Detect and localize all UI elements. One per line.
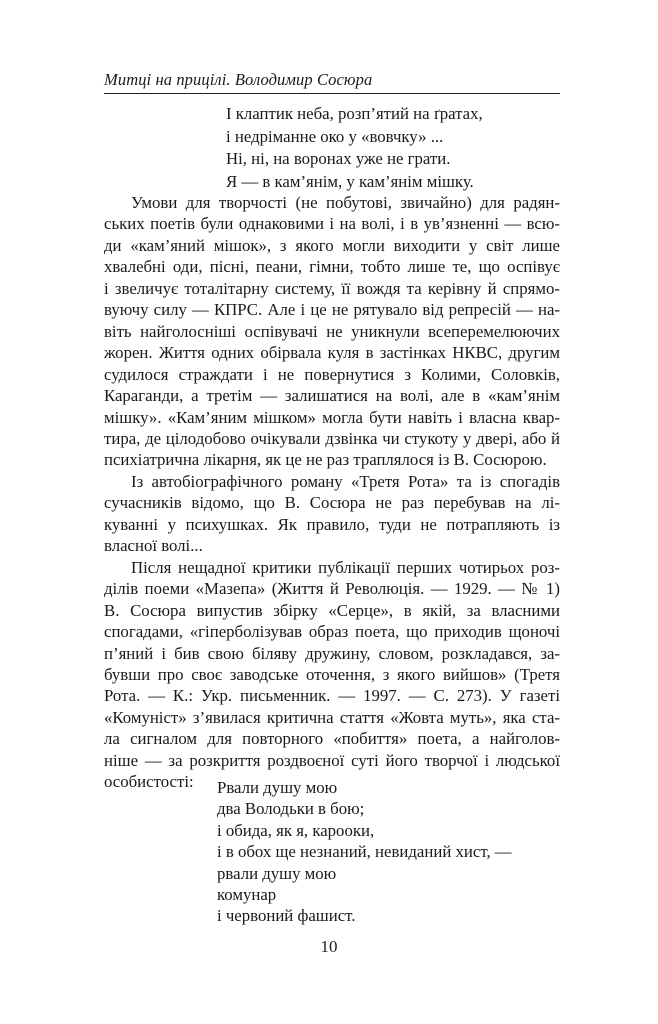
text-line: спогадами, «гіперболізував образ поета, що приходив щоночі — [104, 622, 560, 642]
body-text — [104, 192, 560, 793]
text-line: Караганди, а третім — залишатися на волі, але в «кам’янім — [104, 386, 560, 406]
text-line: Рота. — К.: Укр. письменник. — 1997. — С. 273). У газеті — [104, 686, 560, 706]
text-line: Із автобіографічного роману «Третя Рота» та із спогадів — [131, 471, 560, 491]
text-line: особистості: — [104, 772, 194, 792]
text-line: мішку». «Кам’яним мішком» могла бути навіть і власна квар- — [104, 407, 560, 427]
text-line: ділів поеми «Мазепа» (Життя й Революція. — 1929. — № 1) — [104, 579, 560, 599]
verse-line: і червоний фашист. — [217, 906, 356, 926]
text-line: психіатрична лікарня, як це не раз траплялося із В. Сосюрою. — [104, 450, 547, 470]
verse-line: два Володьки в бою; — [217, 799, 365, 819]
text-line: ла сигналом для повторного «побиття» поета, а найголов- — [104, 729, 560, 749]
text-line: хвалебні оди, пісні, пеани, гімни, тобто лише те, що оспівує — [104, 257, 560, 277]
verse-epigraph — [226, 103, 483, 193]
text-line: бувши про своє заводське оточення, з якого вийшов» (Третя — [104, 664, 560, 684]
verse-line: Рвали душу мою — [217, 778, 338, 797]
page-number: 10 — [320, 937, 338, 956]
text-line: сучасників відомо, що В. Сосюра не раз перебував на лі- — [104, 493, 560, 513]
verse-line: і в обох ще незнаний, невиданий хист, — — [217, 842, 512, 862]
text-line: жорен. Життя одних обірвала куля в застінках НКВС, другим — [104, 343, 560, 363]
verse-line: і недріманне око у «вовчку» ... — [226, 126, 444, 146]
verse-line: комунар — [217, 885, 277, 905]
text-line: власної волі... — [104, 536, 203, 556]
text-line: віть найголосніші оспівувачі не уникнули всеперемелюючих — [104, 321, 560, 341]
running-header: Митці на прицілі. Володимир Сосюра — [104, 70, 373, 89]
text-line: ських поетів були однаковими і на волі, і в ув’язненні — всю- — [104, 214, 560, 234]
text-line: вуючу силу — КПРС. Але і це не рятувало від репресій — на- — [104, 300, 560, 320]
text-line: В. Сосюра випустив збірку «Серце», в якій, за власними — [104, 600, 560, 620]
text-line: Умови для творчості (не побутові, звичайно) для радян- — [131, 193, 560, 212]
text-line: п’яний і бив свою біляву дружину, словом, розкладався, за- — [104, 643, 560, 663]
text-line: тира, де цілодобово очікували дзвінка чи стукоту у двері, або й — [104, 428, 560, 448]
verse-line: і обида, як я, карооки, — [217, 820, 375, 840]
text-line: ніше — за розкриття роздвоєної суті його творчої і людської — [104, 750, 560, 770]
text-line: ди «кам’яний мішок», з якого могли виходити у світ лише — [104, 235, 560, 255]
verse-quote — [217, 777, 512, 927]
text-line: і звеличує тоталітарну систему, її вождя та керівну й спрямо- — [104, 278, 560, 298]
verse-line: І клаптик неба, розп’ятий на ґратах, — [226, 104, 483, 123]
header-rule — [104, 93, 560, 94]
text-line: «Комуніст» з’явилася критична стаття «Жовта муть», яка ста- — [104, 707, 560, 727]
text-line: куванні у психушках. Як правило, туди не потрапляють із — [104, 514, 560, 534]
verse-line: Ні, ні, на воронах уже не грати. — [226, 149, 451, 168]
verse-line: Я — в кам’янім, у кам’янім мішку. — [226, 171, 474, 191]
text-line: Після нещадної критики публікації перших чотирьох роз- — [131, 557, 560, 577]
text-line: судилося страждати і не повернутися з Колими, Соловків, — [104, 364, 560, 384]
verse-line: рвали душу мою — [217, 863, 337, 883]
